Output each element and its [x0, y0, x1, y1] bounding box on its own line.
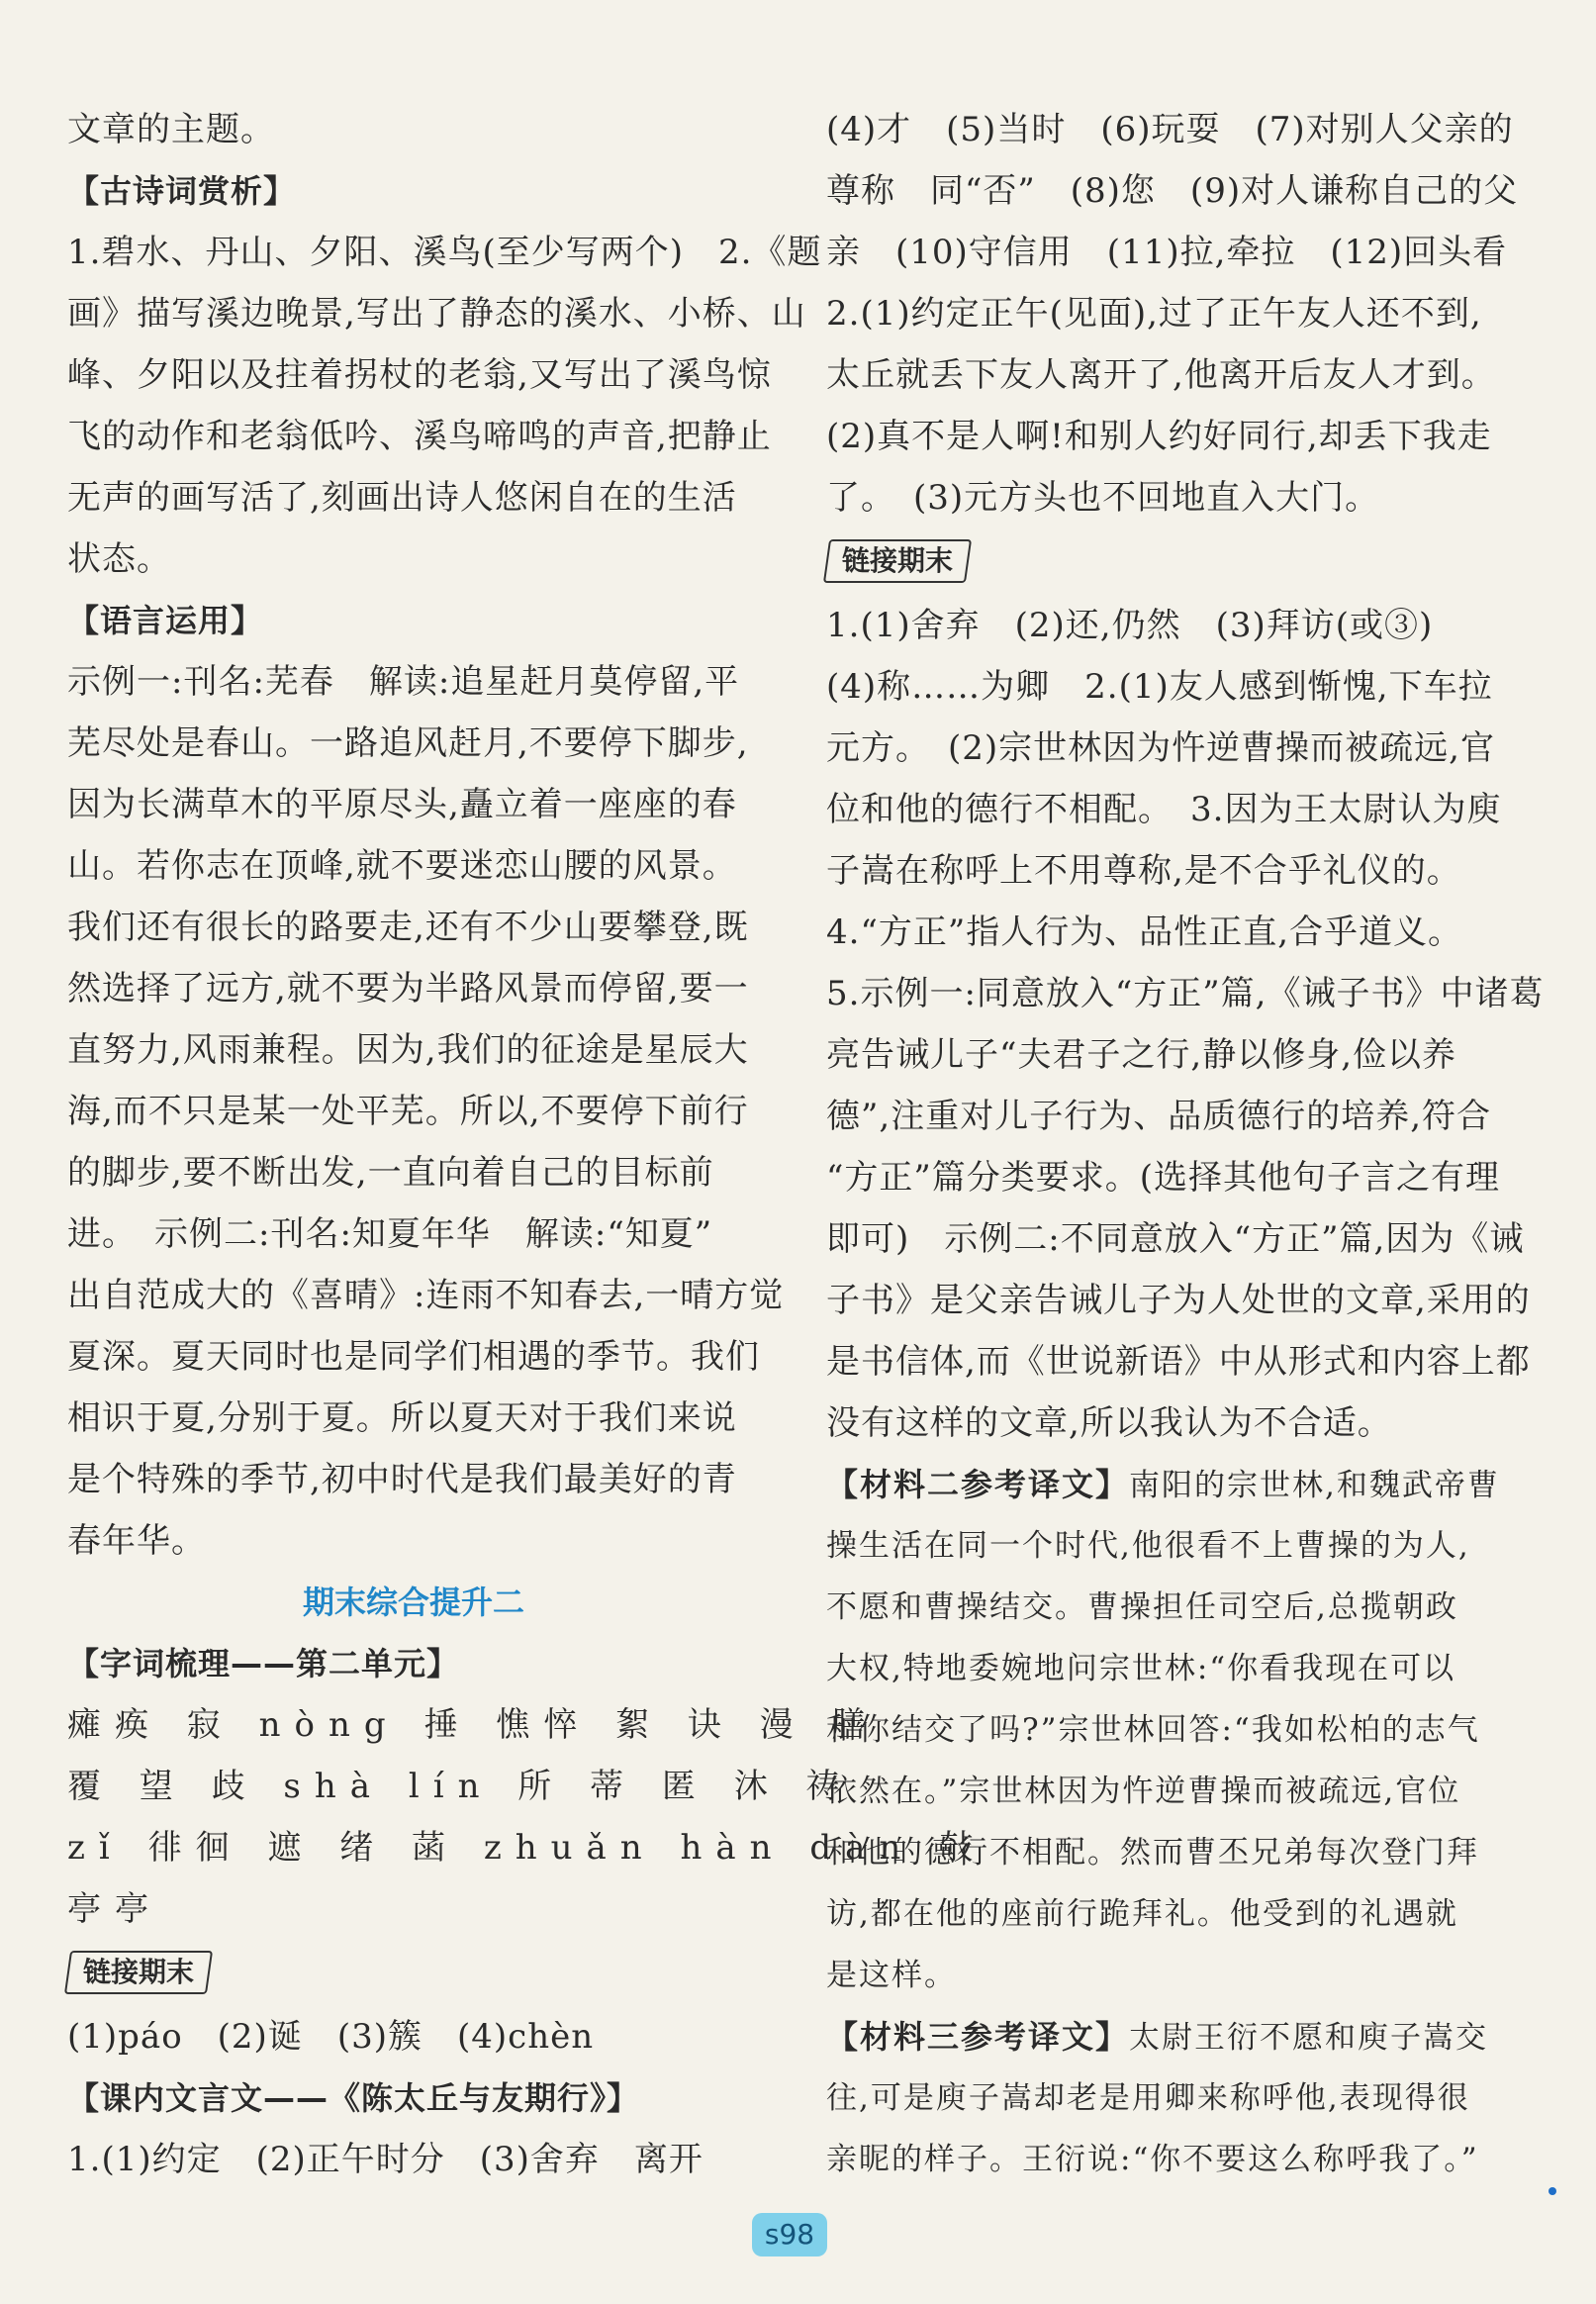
text-line: 直努力,风雨兼程。因为,我们的征途是星辰大 — [67, 1030, 749, 1070]
text-line: 亲 (10)守信用 (11)拉,牵拉 (12)回头看 — [826, 233, 1508, 272]
text-line: 夏深。夏天同时也是同学们相遇的季节。我们 — [67, 1337, 760, 1377]
text-line: 子嵩在称呼上不用尊称,是不合乎礼仪的。 — [826, 851, 1461, 891]
vocab-line: 瘫痪 寂 nòng 捶 憔悴 絮 诀 漫 膳 — [67, 1705, 880, 1745]
classic-answer-line: 1.(1)约定 (2)正午时分 (3)舍弃 离开 — [67, 2140, 704, 2179]
material-three-first-line: 太尉王衍不愿和庾子嵩交 — [1129, 2020, 1489, 2056]
link-exam-tag — [823, 539, 972, 583]
text-line: (4)才 (5)当时 (6)玩耍 (7)对别人父亲的 — [826, 110, 1514, 149]
text-line: 位和他的德行不相配。 3.因为王太尉认为庾 — [826, 790, 1502, 829]
text-line: 和你结交了吗?”宗世林回答:“我如松柏的志气 — [826, 1712, 1480, 1748]
poem-heading: 【古诗词赏析】 — [67, 172, 297, 210]
link-exam-answer — [826, 595, 1545, 1454]
text-line: 进。 示例二:刊名:知夏年华 解读:“知夏” — [67, 1214, 713, 1254]
text-line: 和他的德行不相配。然而曹丕兄弟每次登门拜 — [826, 1835, 1479, 1871]
classic-answer-continued — [826, 99, 1519, 528]
text-line: 5.示例一:同意放入“方正”篇,《诫子书》中诸葛 — [826, 974, 1545, 1013]
decorative-dot — [1549, 2187, 1556, 2195]
text-line: 太丘就丢下友人离开了,他离开后友人才到。 — [826, 355, 1496, 395]
language-answer — [67, 651, 785, 1572]
text-line: 海,而不只是某一处平芜。所以,不要停下前行 — [67, 1092, 749, 1131]
text-line — [826, 2006, 1519, 2067]
vocab-line: zǐ 徘徊 遮 绪 菡 zhuǎn hàn dàn 敧 — [67, 1828, 987, 1868]
text-line: 没有这样的文章,所以我认为不合适。 — [826, 1403, 1392, 1443]
text-line: 相识于夏,分别于夏。所以夏天对于我们来说 — [67, 1398, 737, 1438]
text-line: 尊称 同“否” (8)您 (9)对人谦称自己的父 — [826, 171, 1519, 211]
text-line: 德”,注重对儿子行为、品质德行的培养,符合 — [826, 1097, 1491, 1136]
text-line: 不愿和曹操结交。曹操担任司空后,总揽朝政 — [826, 1589, 1458, 1625]
link-exam-tag-label: 链接期末 — [83, 1956, 195, 1988]
text-line: 依然在。”宗世林因为忤逆曹操而被疏远,官位 — [826, 1774, 1461, 1809]
text-line: 元方。 (2)宗世林因为忤逆曹操而被疏远,官 — [826, 728, 1495, 768]
right-column — [826, 99, 1545, 2190]
text-line: 状态。 — [67, 539, 171, 579]
intro-line: 文章的主题。 — [67, 110, 275, 149]
material-three-translation — [826, 2006, 1519, 2190]
vocab-answer — [67, 1694, 987, 1940]
text-line: 山。若你志在顶峰,就不要迷恋山腰的风景。 — [67, 846, 737, 886]
text-line: 操生活在同一个时代,他很看不上曹操的为人, — [826, 1528, 1470, 1564]
text-line — [826, 1454, 1519, 1515]
text-line: 然选择了远方,就不要为半路风景而停留,要一 — [67, 969, 749, 1008]
text-line: 即可) 示例二:不同意放入“方正”篇,因为《诫 — [826, 1219, 1525, 1259]
text-line: 大权,特地委婉地问宗世林:“你看我现在可以 — [826, 1651, 1456, 1686]
text-line: 4.“方正”指人行为、品性正直,合乎道义。 — [826, 912, 1463, 952]
link-answer-line: (1)páo (2)诞 (3)簇 (4)chèn — [67, 2017, 595, 2057]
language-heading: 【语言运用】 — [67, 602, 264, 639]
text-line: 往,可是庾子嵩却老是用卿来称呼他,表现得很 — [826, 2080, 1470, 2116]
text-line: 春年华。 — [67, 1521, 206, 1561]
text-line: 是个特殊的季节,初中时代是我们最美好的青 — [67, 1460, 737, 1499]
link-exam-tag-label: 链接期末 — [842, 544, 954, 577]
text-line: 亮告诫儿子“夫君子之行,静以修身,俭以养 — [826, 1035, 1456, 1075]
text-line: 是这样。 — [826, 1958, 957, 1993]
text-line: 是书信体,而《世说新语》中从形式和内容上都 — [826, 1342, 1531, 1382]
text-line: 飞的动作和老翁低吟、溪鸟啼鸣的声音,把静止 — [67, 417, 772, 456]
text-line: (2)真不是人啊!和别人约好同行,却丢下我走 — [826, 417, 1492, 456]
link-exam-tag — [64, 1951, 213, 1994]
text-line: 无声的画写活了,刻画出诗人悠闲自在的生活 — [67, 478, 737, 518]
vocab-heading: 【字词梳理——第二单元】 — [67, 1645, 460, 1682]
vocab-line: 覆 望 歧 shà lín 所 蒂 匿 沐 祷 — [67, 1767, 854, 1806]
vocab-line: 亭亭 — [67, 1889, 162, 1929]
material-two-translation — [826, 1454, 1519, 2006]
text-line: 我们还有很长的路要走,还有不少山要攀登,既 — [67, 908, 749, 947]
text-line: 峰、夕阳以及拄着拐杖的老翁,又写出了溪鸟惊 — [67, 355, 772, 395]
text-line: 2.(1)约定正午(见面),过了正午友人还不到, — [826, 294, 1482, 334]
section-title: 期末综合提升二 — [302, 1584, 524, 1621]
page-number: s98 — [752, 2213, 827, 2256]
text-line: 画》描写溪边晚景,写出了静态的溪水、小桥、山 — [67, 294, 806, 334]
text-line: 示例一:刊名:芜春 解读:追星赶月莫停留,平 — [67, 662, 740, 702]
poem-answer — [67, 222, 822, 590]
text-line: 的脚步,要不断出发,一直向着自己的目标前 — [67, 1153, 714, 1193]
text-line: 亲昵的样子。王衍说:“你不要这么称呼我了。” — [826, 2142, 1479, 2177]
text-line: 访,都在他的座前行跪拜礼。他受到的礼遇就 — [826, 1896, 1458, 1932]
text-line: 1.碧水、丹山、夕阳、溪鸟(至少写两个) 2.《题 — [67, 233, 822, 272]
text-line: (4)称……为卿 2.(1)友人感到惭愧,下车拉 — [826, 667, 1493, 707]
text-line: “方正”篇分类要求。(选择其他句子言之有理 — [826, 1158, 1501, 1198]
material-three-heading: 【材料三参考译文】 — [826, 2018, 1130, 2056]
text-line: 芜尽处是春山。一路追风赶月,不要停下脚步, — [67, 723, 749, 763]
material-two-first-line: 南阳的宗世林,和魏武帝曹 — [1129, 1468, 1500, 1503]
text-line: 出自范成大的《喜晴》:连雨不知春去,一晴方觉 — [67, 1276, 785, 1315]
text-line: 1.(1)舍弃 (2)还,仍然 (3)拜访(或③) — [826, 606, 1434, 645]
text-line: 因为长满草木的平原尽头,矗立着一座座的春 — [67, 785, 737, 824]
material-two-heading: 【材料二参考译文】 — [826, 1466, 1130, 1503]
classic-heading: 【课内文言文——《陈太丘与友期行》】 — [67, 2079, 640, 2117]
text-line: 子书》是父亲告诫儿子为人处世的文章,采用的 — [826, 1281, 1531, 1320]
text-line: 了。 (3)元方头也不回地直入大门。 — [826, 478, 1380, 518]
